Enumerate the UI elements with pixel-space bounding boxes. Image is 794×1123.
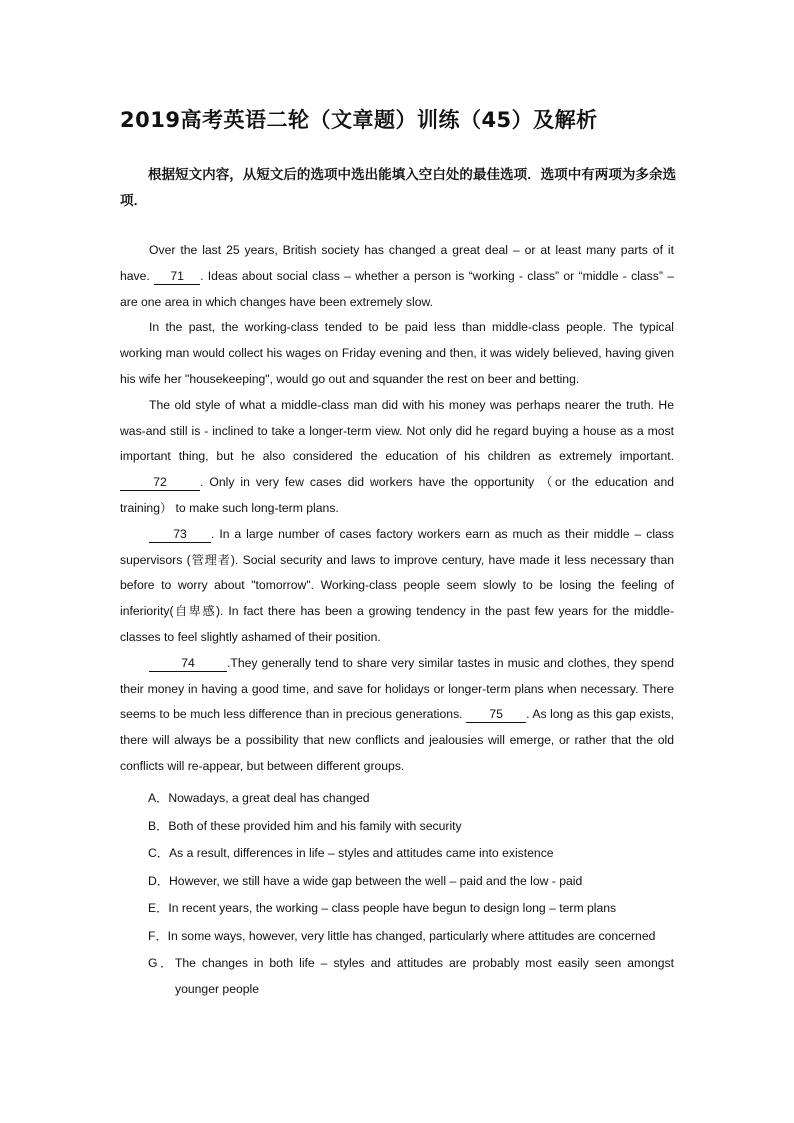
paragraph-1 [120,238,674,315]
reading-passage [120,238,674,780]
option-letter: E． [148,901,169,915]
option-f [148,923,674,949]
instructions: 根据短文内容，从短文后的选项中选出能填入空白处的最佳选项．选项中有两项为多余选项． [120,167,676,209]
option-text: The changes in both life – styles and attitudes are probably most easily seen amongst younger people [174,956,674,996]
blank-74: 74 [149,656,227,672]
option-e [148,895,674,921]
paragraph-text: .They generally tend to share very similar tastes in music and clothes, they spend their money in having a good time, and save for holidays or longer-term plans when necessary. There seems to be much less difference than in precious generations. [120,655,674,722]
paragraph-text: The old style of what a middle-class man did with his money was perhaps nearer the truth. He was-and still is - inclined to take a longer-term view. Not only did he regard buying a house as a most important thing, but he also considered the education of his children as extremely important. [120,397,674,464]
answer-options [148,785,674,1004]
paragraph-5 [120,651,674,780]
paragraph-text: . Ideas about social class – whether a person is “working - class” or “middle - class” – are one area in which changes have been extremely slow. [120,268,674,309]
option-a [148,785,674,811]
paragraph-2 [120,315,674,392]
option-letter: B． [148,818,169,833]
option-d [148,868,674,894]
option-g [148,950,674,1002]
blank-73: 73 [149,527,211,543]
blank-72: 72 [120,475,200,491]
option-letter: F． [148,928,168,943]
option-letter: D． [148,873,169,888]
option-text: As a result, differences in life – styles and attitudes came into existence [169,846,554,860]
paragraph-text: . As long as this gap exists, there will always be a possibility that new conflicts and jealousies will emerge, or rather that the old conflicts will re-appear, but between different groups. [120,707,674,773]
option-letter: C． [148,846,169,860]
paragraph-text: . Only in very few cases did workers have the opportunity （or the education and training） to make such long-term plans. [120,475,674,515]
option-text: Both of these provided him and his family with security [168,818,462,833]
page-title: 2019高考英语二轮（文章题）训练（45）及解析 [120,108,598,132]
option-text: In some ways, however, very little has changed, particularly where attitudes are concerned [167,928,656,943]
paragraph-text: Over the last 25 years, British society has changed a great deal – or at least many parts of it have. [120,243,674,283]
paragraph-text: . In a large number of cases factory workers earn as much as their middle – class supervisors (管理者). Social security and laws to improve century, have made it less necessary than before to worry about "tomorrow". Working-class people seem slowly to be losing the feeling of inferiority(自卑感). In fact there has been a growing tendency in the past few years for the middle-classes to feel slightly ashamed of their position. [120,526,674,644]
option-b [148,813,674,839]
option-text: In recent years, the working – class people have begun to design long – term plans [168,901,617,915]
paragraph-3 [120,393,674,522]
paragraph-text: In the past, the working-class tended to be paid less than middle-class people. The typical working man would collect his wages on Friday evening and then, it was widely believed, having given his wife her "housekeeping", would go out and squander the rest on beer and betting. [120,320,674,386]
option-text: Nowadays, a great deal has changed [168,791,370,805]
option-letter: A． [148,791,169,805]
paragraph-4 [120,522,674,651]
option-c [148,840,674,866]
option-letter: G． [148,956,175,970]
blank-75: 75 [466,707,526,723]
blank-71: 71 [154,269,200,285]
option-text: However, we still have a wide gap between the well – paid and the low - paid [169,873,583,888]
